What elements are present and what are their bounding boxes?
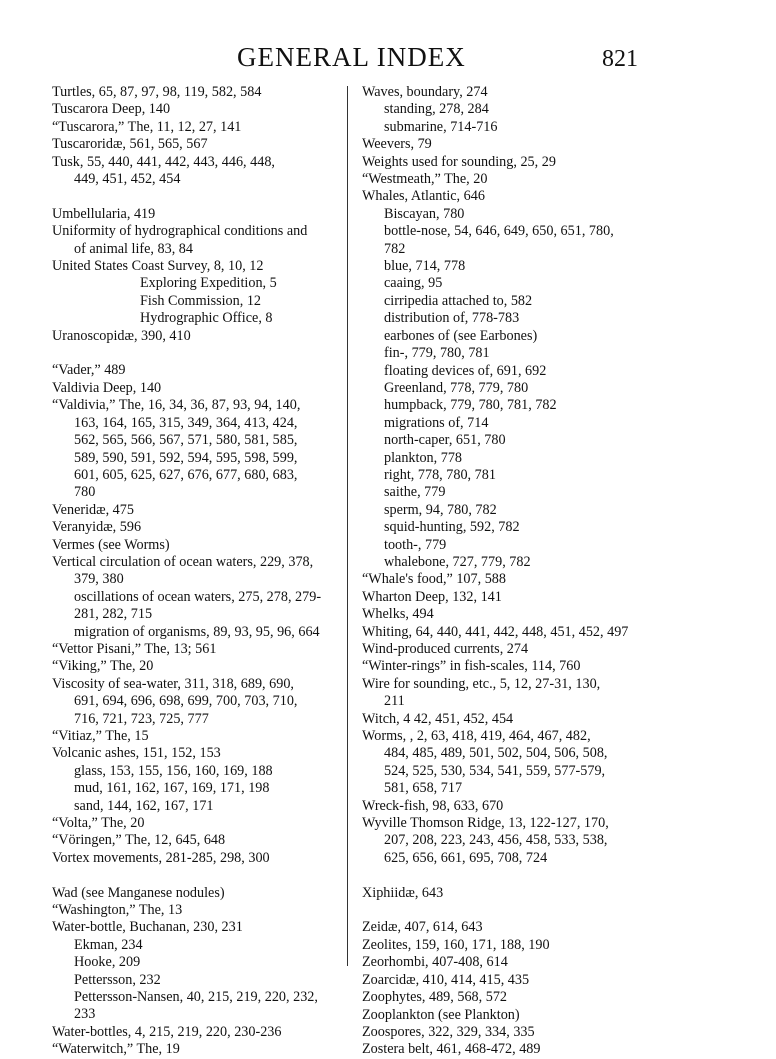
index-subentry: right, 778, 780, 781	[384, 466, 496, 483]
index-entry: Wind-produced currents, 274	[362, 641, 529, 657]
index-column-right	[362, 84, 652, 1059]
index-entry: “Tuscarora,” The, 11, 12, 27, 141	[52, 118, 242, 135]
index-subentry: 625, 656, 661, 695, 708, 724	[384, 849, 548, 866]
index-subentry: plankton, 778	[384, 449, 463, 466]
index-entry: “Vettor Pisani,” The, 13; 561	[52, 640, 217, 657]
index-subentry: blue, 714, 778	[384, 258, 466, 275]
index-subentry: 233	[74, 1006, 96, 1023]
index-entry: “Vader,” 489	[52, 362, 126, 379]
index-entry: “Vitiaz,” The, 15	[52, 728, 149, 744]
index-entry: Wad (see Manganese nodules)	[52, 884, 225, 901]
page-title: GENERAL INDEX	[237, 42, 466, 72]
index-subentry: 211	[384, 693, 405, 710]
index-entry: Tusk, 55, 440, 441, 442, 443, 446, 448,	[52, 153, 275, 170]
index-subentry: 589, 590, 591, 592, 594, 595, 598, 599,	[74, 449, 298, 466]
index-subentry: 562, 565, 566, 567, 571, 580, 581, 585,	[74, 432, 298, 449]
index-subentry: Hooke, 209	[74, 954, 141, 971]
index-entry: Whiting, 64, 440, 441, 442, 448, 451, 452, 497	[362, 623, 629, 640]
index-entry: Whelks, 494	[362, 606, 434, 623]
index-entry: Uranoscopidæ, 390, 410	[52, 327, 191, 344]
index-entry: Worms, , 2, 63, 418, 419, 464, 467, 482,	[362, 728, 591, 745]
page-number: 821	[602, 46, 638, 72]
index-subentry: 780	[74, 484, 96, 501]
index-subentry: of animal life, 83, 84	[74, 240, 193, 257]
index-subentry: whalebone, 727, 779, 782	[384, 553, 531, 570]
index-entry: Witch, 4 42, 451, 452, 454	[362, 710, 514, 727]
index-subentry: 449, 451, 452, 454	[74, 171, 181, 188]
index-subentry: tooth-, 779	[384, 536, 447, 553]
index-spacer	[362, 902, 652, 919]
index-subentry: mud, 161, 162, 167, 169, 171, 198	[74, 780, 270, 797]
index-subentry: distribution of, 778-783	[384, 310, 520, 327]
index-subentry: north-caper, 651, 780	[384, 432, 506, 449]
index-subentry: 524, 525, 530, 534, 541, 559, 577-579,	[384, 762, 606, 779]
index-subentry: Greenland, 778, 779, 780	[384, 379, 529, 396]
index-entry: Tuscaroridæ, 561, 565, 567	[52, 136, 208, 153]
index-entry: “Whale's food,” 107, 588	[362, 571, 506, 588]
index-subentry: cirripedia attached to, 582	[384, 292, 533, 309]
index-entry: Uniformity of hydrographical conditions and	[52, 223, 308, 240]
index-entry: Vertical circulation of ocean waters, 229, 378,	[52, 553, 314, 570]
index-spacer	[362, 867, 652, 884]
index-subentry: fin-, 779, 780, 781	[384, 345, 490, 362]
index-subentry: bottle-nose, 54, 646, 649, 650, 651, 780,	[384, 223, 614, 240]
index-entry: “Washington,” The, 13	[52, 902, 183, 919]
index-subentry: migration of organisms, 89, 93, 95, 96, 664	[74, 623, 320, 640]
index-subentry: Pettersson, 232	[74, 971, 161, 988]
index-entry: Turtles, 65, 87, 97, 98, 119, 582, 584	[52, 84, 262, 100]
index-entry: Veranyidæ, 596	[52, 519, 142, 536]
index-entry: Wharton Deep, 132, 141	[362, 588, 502, 605]
index-entry: Whales, Atlantic, 646	[362, 188, 485, 205]
index-subentry: humpback, 779, 780, 781, 782	[384, 397, 557, 414]
index-subentry: Exploring Expedition, 5	[140, 275, 277, 292]
index-subentry: sand, 144, 162, 167, 171	[74, 797, 214, 814]
index-subentry: Ekman, 234	[74, 936, 143, 953]
page-header	[0, 42, 776, 82]
index-entry: Volcanic ashes, 151, 152, 153	[52, 745, 221, 762]
index-entry: Weevers, 79	[362, 136, 432, 153]
index-subentry: 691, 694, 696, 698, 699, 700, 703, 710,	[74, 693, 298, 710]
index-entry: Waves, boundary, 274	[362, 84, 488, 100]
index-entry: Viscosity of sea-water, 311, 318, 689, 690,	[52, 675, 294, 692]
index-entry: “Viking,” The, 20	[52, 658, 154, 675]
index-subentry: 601, 605, 625, 627, 676, 677, 680, 683,	[74, 466, 298, 483]
index-subentry: 379, 380	[74, 571, 124, 588]
index-entry: Zoophytes, 489, 568, 572	[362, 989, 508, 1006]
index-subentry: 716, 721, 723, 725, 777	[74, 710, 209, 727]
index-entry: Zooplankton (see Plankton)	[362, 1006, 520, 1023]
index-entry: Vermes (see Worms)	[52, 536, 170, 553]
index-entry: Zeidæ, 407, 614, 643	[362, 919, 483, 936]
index-entry: Veneridæ, 475	[52, 501, 134, 518]
column-divider	[347, 86, 348, 966]
index-subentry: migrations of, 714	[384, 414, 489, 431]
index-subentry: glass, 153, 155, 156, 160, 169, 188	[74, 762, 273, 779]
index-entry: “Waterwitch,” The, 19	[52, 1041, 180, 1058]
index-entry: Wyville Thomson Ridge, 13, 122-127, 170,	[362, 815, 609, 832]
index-subentry: Biscayan, 780	[384, 205, 465, 222]
index-entry: Wreck-fish, 98, 633, 670	[362, 797, 504, 814]
index-subentry: caaing, 95	[384, 275, 443, 292]
index-entry: “Vöringen,” The, 12, 645, 648	[52, 832, 226, 849]
index-entry: Zostera belt, 461, 468-472, 489	[362, 1041, 541, 1058]
index-entry: Tuscarora Deep, 140	[52, 101, 171, 118]
index-subentry: 163, 164, 165, 315, 349, 364, 413, 424,	[74, 414, 298, 431]
index-subentry: 581, 658, 717	[384, 780, 463, 797]
index-spacer	[52, 867, 342, 884]
index-subentry: 207, 208, 223, 243, 456, 458, 533, 538,	[384, 832, 608, 849]
index-entry: “Westmeath,” The, 20	[362, 171, 488, 188]
index-spacer	[52, 345, 342, 362]
index-column-left	[52, 84, 342, 1059]
index-entry: Umbellularia, 419	[52, 205, 156, 222]
index-subentry: Pettersson-Nansen, 40, 215, 219, 220, 232,	[74, 989, 318, 1006]
index-subentry: Fish Commission, 12	[140, 292, 262, 309]
index-entry: “Winter-rings” in fish-scales, 114, 760	[362, 658, 581, 675]
index-spacer	[52, 188, 342, 205]
index-subentry: squid-hunting, 592, 782	[384, 519, 520, 536]
index-subentry: submarine, 714-716	[384, 118, 498, 135]
index-entry: Zeolites, 159, 160, 171, 188, 190	[362, 936, 550, 953]
index-entry: Water-bottle, Buchanan, 230, 231	[52, 919, 243, 936]
index-entry: Zoospores, 322, 329, 334, 335	[362, 1023, 535, 1040]
index-entry: Xiphiidæ, 643	[362, 884, 444, 901]
index-entry: Water-bottles, 4, 215, 219, 220, 230-236	[52, 1023, 282, 1040]
index-subentry: sperm, 94, 780, 782	[384, 501, 497, 518]
index-subentry: Hydrographic Office, 8	[140, 310, 273, 327]
index-entry: Valdivia Deep, 140	[52, 379, 162, 396]
index-subentry: 484, 485, 489, 501, 502, 504, 506, 508,	[384, 745, 608, 762]
index-subentry: 782	[384, 240, 406, 257]
index-subentry: earbones of (see Earbones)	[384, 327, 538, 344]
index-subentry: standing, 278, 284	[384, 101, 489, 118]
index-entry: “Valdivia,” The, 16, 34, 36, 87, 93, 94, 140,	[52, 397, 301, 414]
index-entry: Zeorhombi, 407-408, 614	[362, 954, 508, 971]
index-entry: Zoarcidæ, 410, 414, 415, 435	[362, 971, 530, 988]
index-entry: United States Coast Survey, 8, 10, 12	[52, 258, 264, 275]
index-entry: Vortex movements, 281-285, 298, 300	[52, 849, 270, 866]
index-entry: Wire for sounding, etc., 5, 12, 27-31, 130,	[362, 675, 601, 692]
index-entry: “Volta,” The, 20	[52, 815, 145, 832]
index-subentry: oscillations of ocean waters, 275, 278, 279-	[74, 588, 322, 605]
index-subentry: 281, 282, 715	[74, 606, 153, 623]
index-subentry: saithe, 779	[384, 484, 446, 501]
index-entry: Weights used for sounding, 25, 29	[362, 153, 556, 170]
index-subentry: floating devices of, 691, 692	[384, 362, 547, 379]
